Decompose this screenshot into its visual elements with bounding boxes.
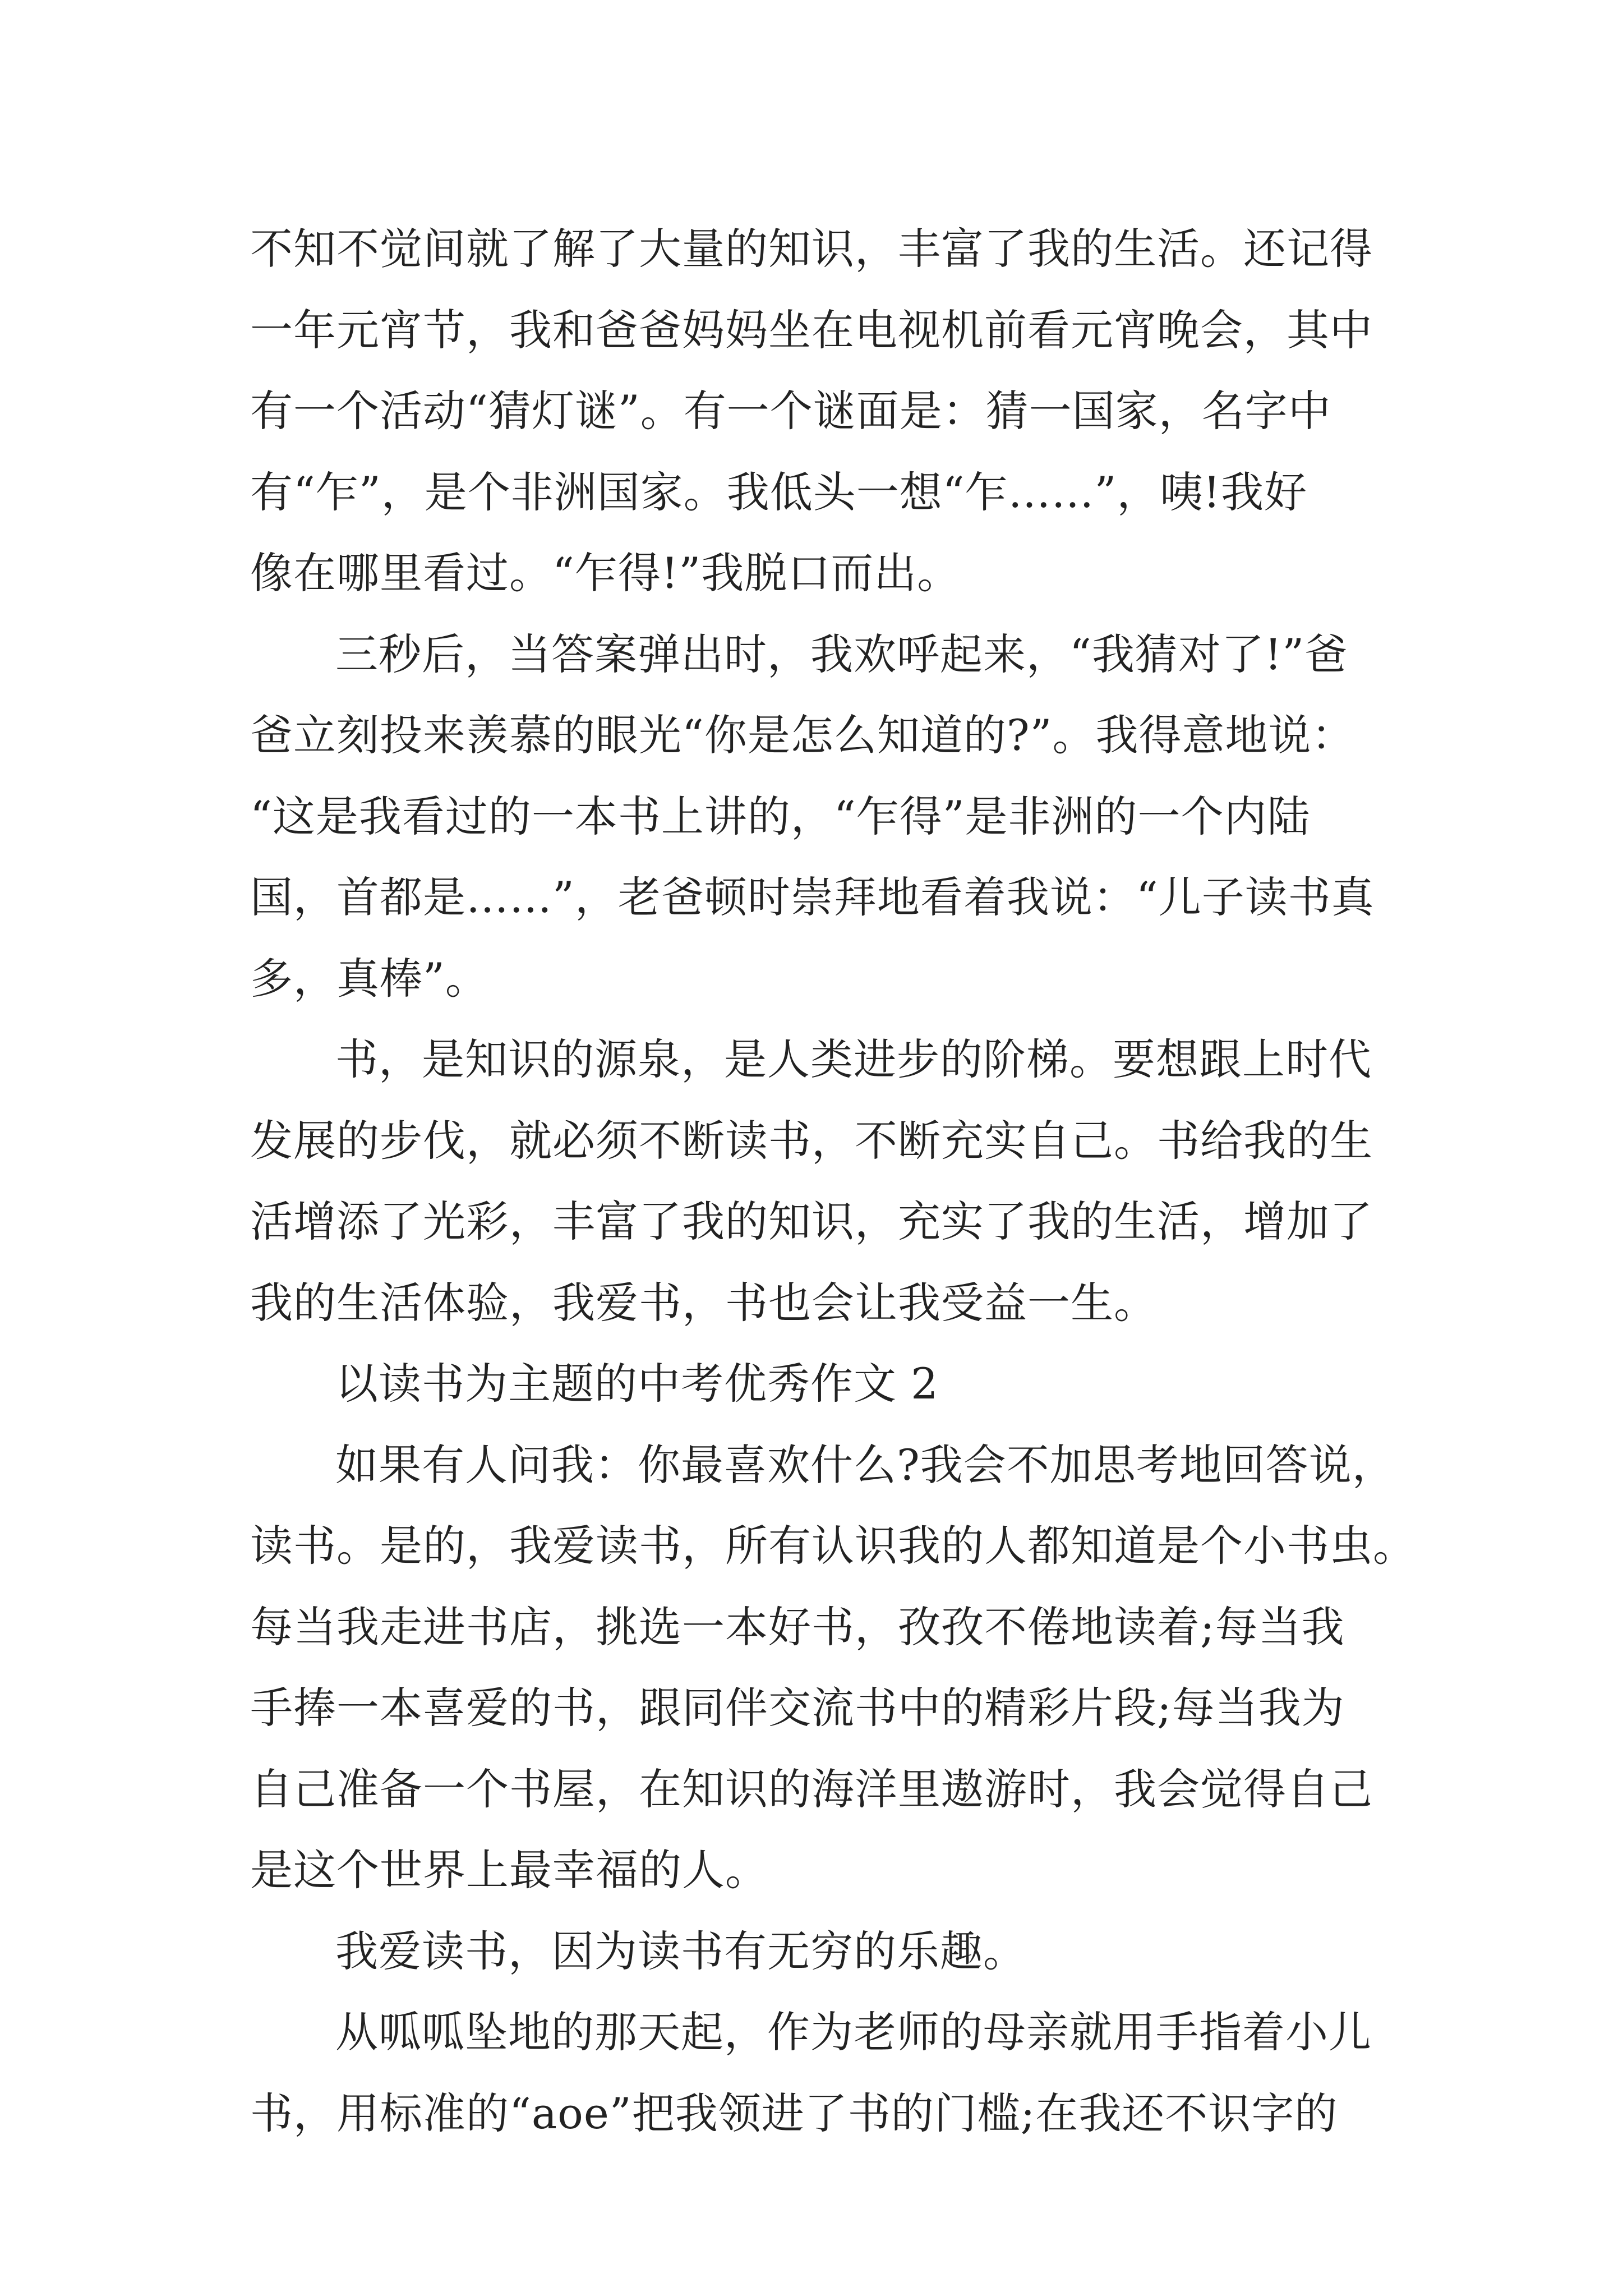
text-line: 手捧一本喜爱的书，跟同伴交流书中的精彩片段;每当我为 [250,1683,1345,1733]
text-line: 每当我走进书店，挑选一本好书，孜孜不倦地读着;每当我 [250,1602,1345,1652]
text-line: 多，真棒”。 [250,953,488,1004]
text-line: 一年元宵节，我和爸爸妈妈坐在电视机前看元宵晚会，其中 [250,305,1373,355]
text-line: 像在哪里看过。“乍得!”我脱口而出。 [250,548,961,598]
text-line: 国，首都是……”，老爸顿时崇拜地看着我说：“儿子读书真 [250,872,1375,922]
text-line: 活增添了光彩，丰富了我的知识，充实了我的生活，增加了 [250,1197,1373,1246]
text-line: 如果有人问我：你最喜欢什么?我会不加思考地回答说， [335,1439,1395,1490]
text-line: 有“乍”，是个非洲国家。我低头一想“乍……”，咦!我好 [250,467,1307,517]
text-line: 读书。是的，我爱读书，所有认识我的人都知道是个小书虫。 [250,1521,1416,1571]
section-heading: 以读书为主题的中考优秀作文 2 [335,1359,939,1409]
text-line: 有一个活动“猜灯谜”。有一个谜面是：猜一国家，名字中 [250,386,1331,436]
text-line: 书，是知识的源泉，是人类进步的阶梯。要想跟上时代 [335,1034,1372,1084]
text-line: 是这个世界上最幸福的人。 [250,1845,768,1895]
text-line: 自己准备一个书屋，在知识的海洋里遨游时，我会觉得自己 [250,1764,1373,1814]
text-line: 发展的步伐，就必须不断读书，不断充实自己。书给我的生 [250,1115,1373,1166]
text-line: 从呱呱坠地的那天起，作为老师的母亲就用手指着小儿 [335,2007,1372,2057]
document-body [250,209,1416,2154]
text-line: 三秒后，当答案弹出时，我欢呼起来，“我猜对了!”爸 [335,629,1348,679]
text-line: 我爱读书，因为读书有无穷的乐趣。 [335,1926,1026,1976]
text-line: 书，用标准的“aoe”把我领进了书的门槛;在我还不识字的 [250,2088,1338,2138]
text-line: “这是我看过的一本书上讲的，“乍得”是非洲的一个内陆 [250,791,1311,841]
text-line: 不知不觉间就了解了大量的知识，丰富了我的生活。还记得 [250,224,1373,274]
text-line: 我的生活体验，我爱书，书也会让我受益一生。 [250,1277,1157,1328]
text-line: 爸立刻投来羡慕的眼光“你是怎么知道的?”。我得意地说： [250,710,1355,760]
